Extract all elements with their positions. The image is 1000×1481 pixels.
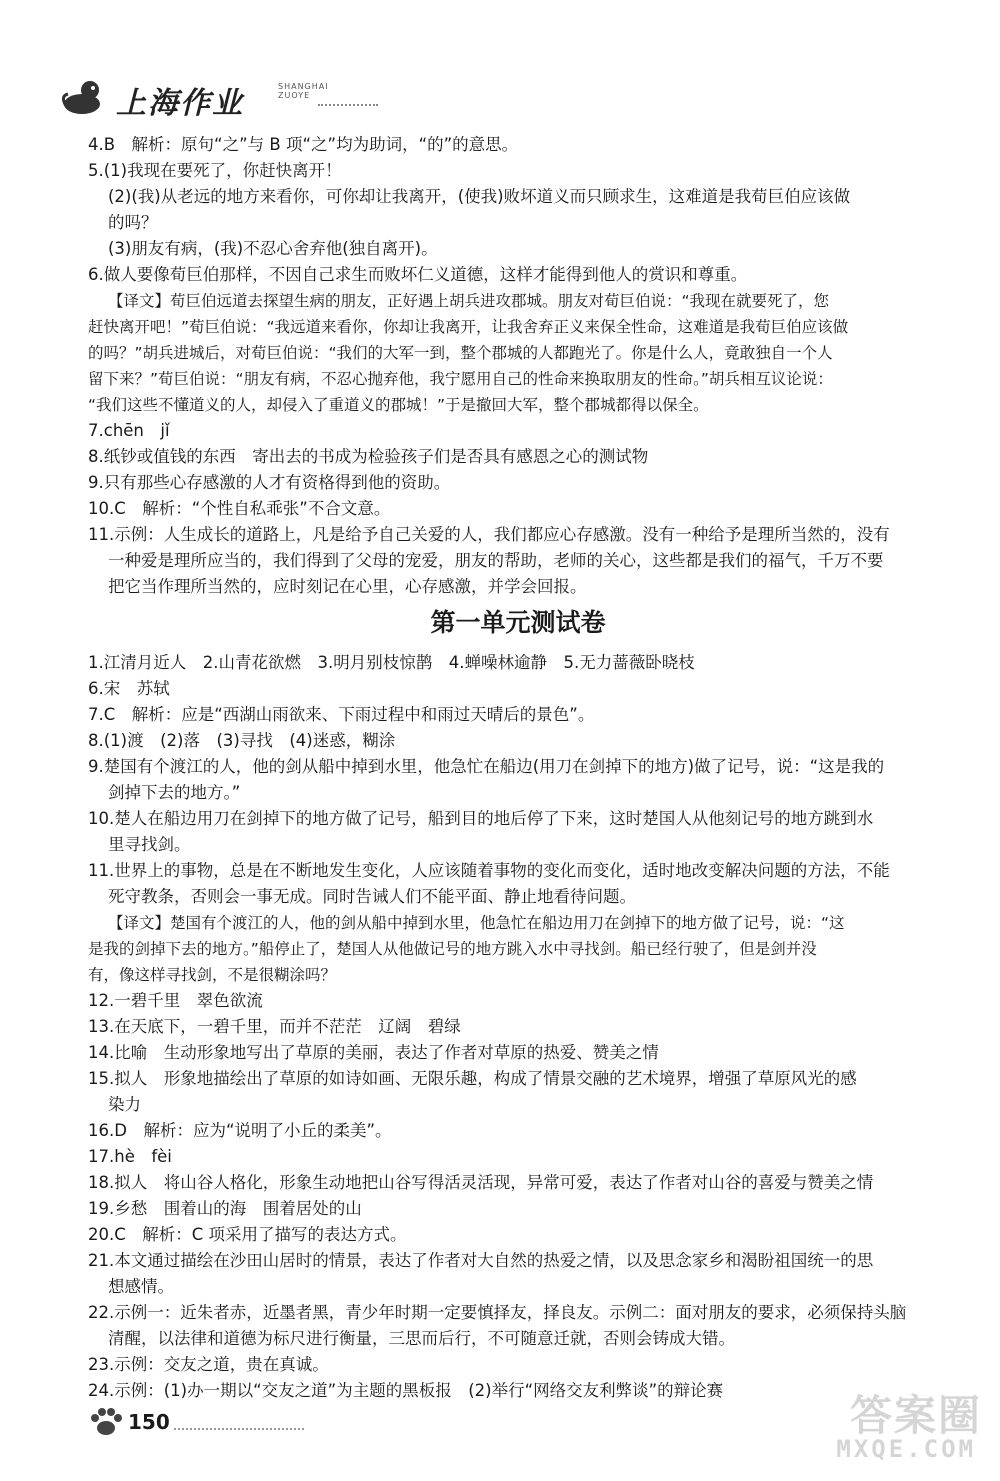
answer-line: 的吗？	[108, 213, 158, 232]
answer-line: 22.示例一：近朱者赤，近墨者黑，青少年时期一定要慎择友，择良友。示例二：面对朋友的要求，必须保持头脑	[88, 1303, 907, 1322]
answer-line: 13.在天底下，一碧千里，而并不茫茫 辽阔 碧绿	[88, 1017, 461, 1036]
answer-line: 20.C 解析：C 项采用了描写的表达方式。	[88, 1225, 407, 1244]
answer-line: 23.示例：交友之道，贵在真诚。	[88, 1355, 329, 1374]
translation-line: 留下来？”荀巨伯说：“朋友有病，不忍心抛弃他，我宁愿用自己的性命来换取朋友的性命。”胡兵相互议论说：	[88, 370, 833, 388]
watermark-text: 答案圈	[849, 1391, 982, 1440]
answer-line: 8.纸钞或值钱的东西 寄出去的书成为检验孩子们是否具有感恩之心的测试物	[88, 447, 649, 466]
answer-line: 11.示例：人生成长的道路上，凡是给予自己关爱的人，我们都应心存感激。没有一种给予是理所当然的，没有	[88, 525, 890, 544]
answer-line: 6.宋 苏轼	[88, 679, 170, 698]
answer-line: 里寻找剑。	[108, 835, 191, 854]
answer-line: 8.(1)渡 (2)落 (3)寻找 (4)迷惑，糊涂	[88, 731, 396, 750]
answer-line: 一种爱是理所应当的，我们得到了父母的宠爱，朋友的帮助，老师的关心，这些都是我们的福气，千万不要	[108, 551, 884, 570]
answer-line: 7.chēn jǐ	[88, 421, 170, 440]
answer-line: 1.江清月近人 2.山青花欲燃 3.明月别枝惊鹊 4.蝉噪林逾静 5.无力蔷薇卧晓枝	[88, 653, 695, 672]
answer-line: 16.D 解析：应为“说明了小丘的柔美”。	[88, 1121, 392, 1140]
answer-line: 12.一碧千里 翠色欲流	[88, 991, 263, 1010]
answer-line: 7.C 解析：应是“西湖山雨欲来、下雨过程中和雨过天晴后的景色”。	[88, 705, 595, 724]
answer-line: 21.本文通过描绘在沙田山居时的情景，表达了作者对大自然的热爱之情，以及思念家乡和渴盼祖国统一的思	[88, 1251, 874, 1270]
answer-line: (2)(我)从老远的地方来看你，可你却让我离开，(使我)败坏道义而只顾求生，这难道是我荀巨伯应该做	[108, 187, 851, 206]
footer-dots	[174, 1428, 304, 1430]
paw-print-icon	[86, 1402, 126, 1442]
answer-line: 6.做人要像荀巨伯那样，不因自己求生而败坏仁义道德，这样才能得到他人的赏识和尊重。	[88, 265, 748, 284]
answer-line: 15.拟人 形象地描绘出了草原的如诗如画、无限乐趣，构成了情景交融的艺术境界，增强了草原风光的感	[88, 1069, 857, 1088]
answer-line: 10.C 解析：“个性自私乖张”不合文意。	[88, 499, 391, 518]
watermark	[800, 1383, 990, 1473]
book-title: 上海作业	[116, 86, 244, 121]
answer-line: 染力	[108, 1095, 141, 1114]
answer-line: 4.B 解析：原句“之”与 B 项“之”均为助词，“的”的意思。	[88, 135, 519, 154]
answer-line: 24.示例：(1)办一期以“交友之道”为主题的黑板报 (2)举行“网络交友利弊谈”的辩论赛	[88, 1381, 724, 1400]
watermark-url: MXQE.COM	[836, 1435, 976, 1463]
page-footer	[86, 1400, 386, 1450]
answer-content	[88, 132, 948, 1404]
mascot-icon	[60, 76, 108, 116]
unit-test-title: 第一单元测试卷	[430, 608, 606, 637]
translation-line: 有，像这样寻找剑，不是很糊涂吗？	[88, 966, 337, 984]
answer-line: 10.楚人在船边用刀在剑掉下的地方做了记号，船到目的地后停了下来，这时楚国人从他刻记号的地方跳到水	[88, 809, 874, 828]
answer-line: 18.拟人 将山谷人格化，形象生动地把山谷写得活灵活现，异常可爱，表达了作者对山谷的喜爱与赞美之情	[88, 1173, 874, 1192]
answer-line: 9.只有那些心存感激的人才有资格得到他的资助。	[88, 473, 451, 492]
translation-line: 【译文】楚国有个渡江的人，他的剑从船中掉到水里，他急忙在船边用刀在剑掉下的地方做了记号，说：“这	[108, 914, 845, 932]
answer-line: 11.世界上的事物，总是在不断地发生变化，人应该随着事物的变化而变化，适时地改变解决问题的方法，不能	[88, 861, 890, 880]
translation-line: “我们这些不懂道义的人，却侵入了重道义的郡城！”于是撤回大军，整个郡城都得以保全。	[88, 396, 709, 414]
answer-line: 14.比喻 生动形象地写出了草原的美丽，表达了作者对草原的热爱、赞美之情	[88, 1043, 659, 1062]
header-dots	[318, 104, 378, 106]
page-number: 150	[128, 1410, 170, 1434]
answer-line: 清醒，以法律和道德为标尺进行衡量，三思而后行，不可随意迁就，否则会铸成大错。	[108, 1329, 735, 1348]
book-subtitle: SHANGHAI ZUOYE	[278, 82, 329, 100]
answer-line: 把它当作理所当然的，应时刻记在心里，心存感激，并学会回报。	[108, 577, 587, 596]
answer-line: 17.hè fèi	[88, 1147, 172, 1166]
page-header	[60, 62, 460, 122]
answer-line: 死守教条，否则会一事无成。同时告诫人们不能平面、静止地看待问题。	[108, 887, 636, 906]
answer-line: 剑掉下去的地方。”	[108, 783, 241, 802]
translation-line: 赶快离开吧！”荀巨伯说：“我远道来看你，你却让我离开，让我舍弃正义来保全性命，这难道是我荀巨伯应该做	[88, 318, 849, 336]
answer-line: 5.(1)我现在要死了，你赶快离开！	[88, 161, 342, 180]
translation-line: 是我的剑掉下去的地方。”船停止了，楚国人从他做记号的地方跳入水中寻找剑。船已经行驶了，但是剑并没	[88, 940, 817, 958]
translation-line: 【译文】荀巨伯远道去探望生病的朋友，正好遇上胡兵进攻郡城。朋友对荀巨伯说：“我现在就要死了，您	[108, 292, 830, 310]
answer-line: 19.乡愁 围着山的海 围着居处的山	[88, 1199, 362, 1218]
answer-line: (3)朋友有病，(我)不忍心舍弃他(独自离开)。	[108, 239, 438, 258]
translation-line: 的吗？”胡兵进城后，对荀巨伯说：“我们的大军一到，整个郡城的人都跑光了。你是什么人，竟敢独自一个人	[88, 344, 833, 362]
answer-line: 想感情。	[108, 1277, 174, 1296]
answer-line: 9.楚国有个渡江的人，他的剑从船中掉到水里，他急忙在船边(用刀在剑掉下的地方)做了记号，说：“这是我的	[88, 757, 885, 776]
